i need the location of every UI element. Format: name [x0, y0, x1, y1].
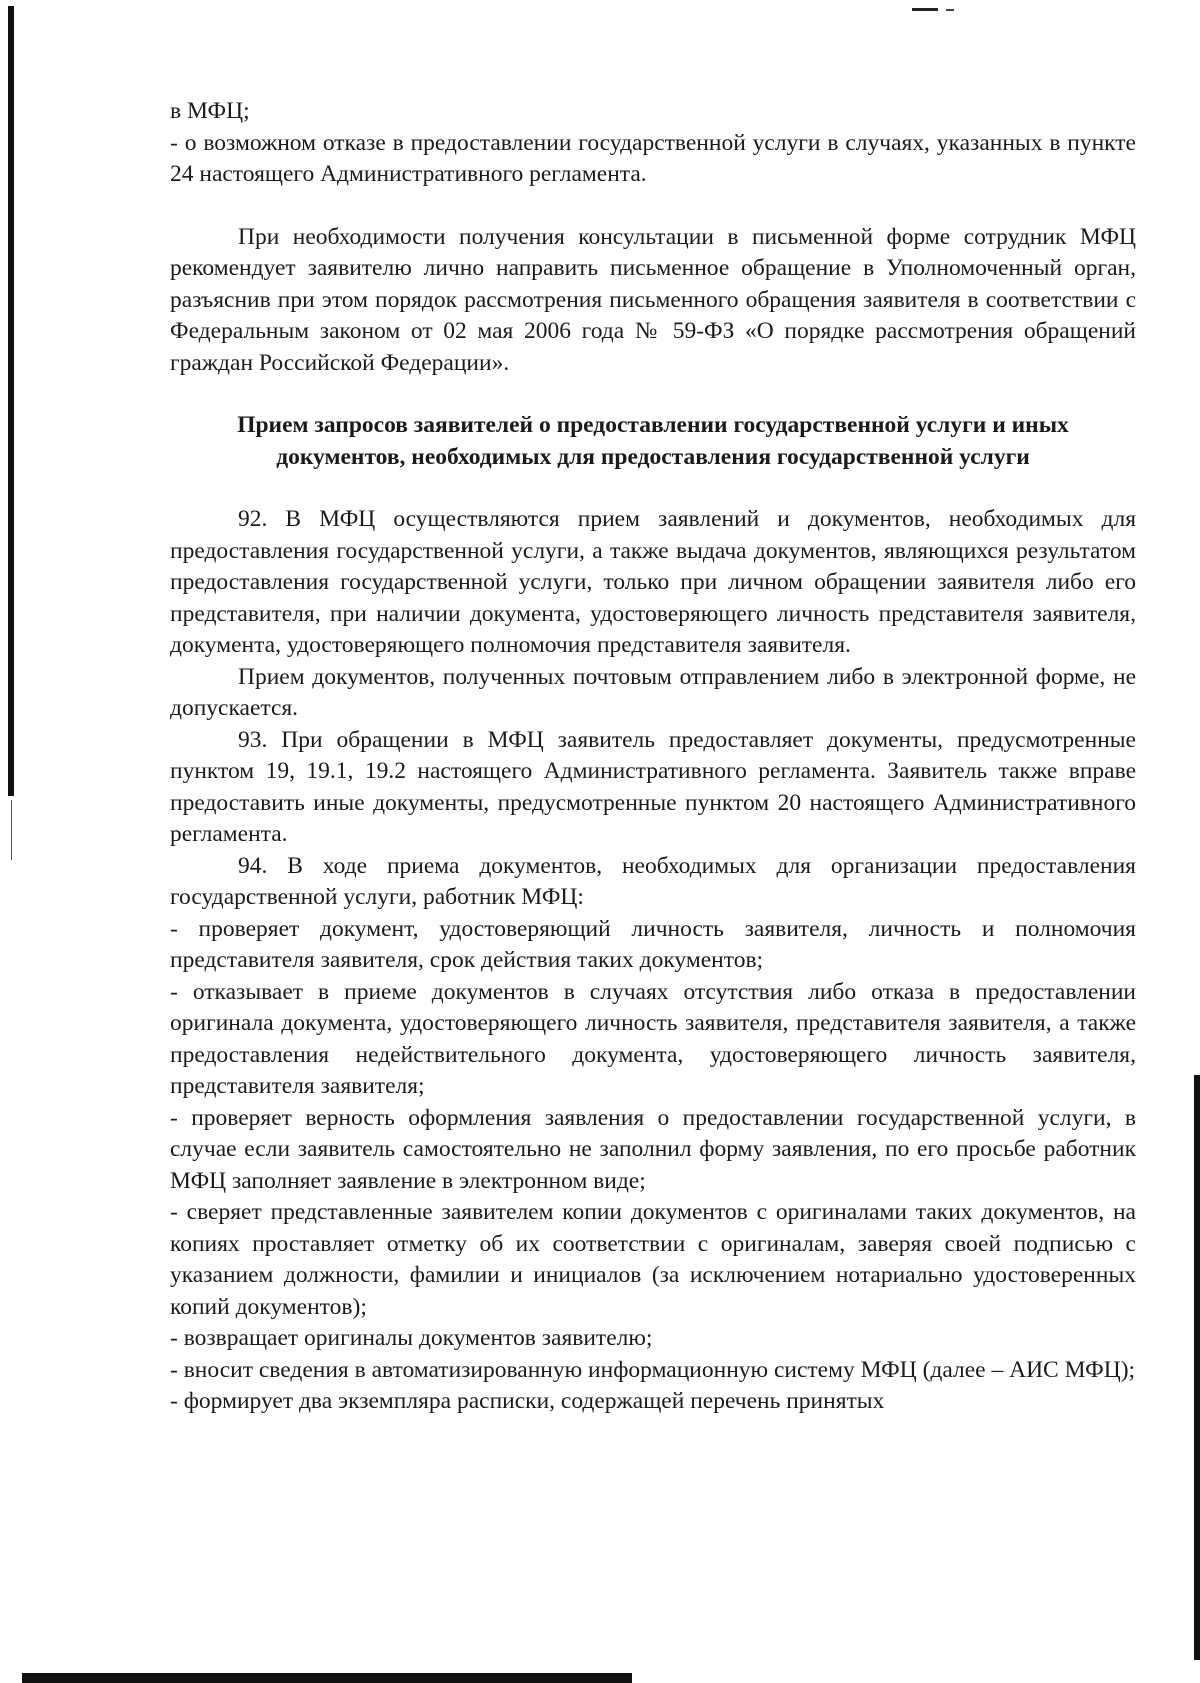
- spacer: [170, 379, 1136, 410]
- paragraph-93: 93. При обращении в МФЦ заявитель предоставляет документы, предусмотренные пунктом 19, 19.1, 19.2 настоящего Административного регламента. Заявитель также вправе предоставить иные документы, предусмотренные пунктом 20 настоящего Административного регламента.: [170, 726, 1136, 847]
- list-item: - вносит сведения в автоматизированную информационную систему МФЦ (далее – АИС МФЦ);: [170, 1356, 1136, 1383]
- paragraph-92b: Прием документов, полученных почтовым отправлением либо в электронной форме, не допускается.: [170, 663, 1136, 721]
- scan-edge-right: [1194, 1075, 1200, 1660]
- list-item: - возвращает оригиналы документов заявителю;: [170, 1325, 653, 1351]
- list-item: - формирует два экземпляра расписки, содержащей перечень принятых: [170, 1388, 885, 1414]
- spacer: [170, 473, 1136, 504]
- scan-mark-top: [912, 8, 938, 11]
- list-item: - проверяет верность оформления заявления о предоставлении государственной услуги, в случае если заявитель самостоятельно не заполнил форму заявления, по его просьбе работник МФЦ заполняет заявление в электронном виде;: [170, 1104, 1136, 1194]
- paragraph-94: 94. В ходе приема документов, необходимых для организации предоставления государственной услуги, работник МФЦ:: [170, 852, 1136, 910]
- list-item: - отказывает в приеме документов в случаях отсутствия либо отказа в предоставлении оригинала документа, удостоверяющего личность заявителя, представителя заявителя, а также предоставления недействительного документа, удостоверяющего личность заявителя, представителя заявителя;: [170, 978, 1136, 1099]
- paragraph: - о возможном отказе в предоставлении государственной услуги в случаях, указанных в пункте 24 настоящего Административного регламента.: [170, 129, 1136, 187]
- list-item: - сверяет представленные заявителем копии документов с оригиналами таких документов, на копиях проставляет отметку об их соответствии с оригиналам, заверяя своей подписью с указанием должности, фамилии и инициалов (за исключением нотариально удостоверенных копий документов);: [170, 1199, 1136, 1320]
- list-item: - проверяет документ, удостоверяющий личность заявителя, личность и полномочия представителя заявителя, срок действия таких документов;: [170, 915, 1136, 973]
- scan-edge-bottom: [22, 1673, 632, 1683]
- document-page: [170, 96, 1136, 1418]
- section-heading: Прием запросов заявителей о предоставлении государственной услуги и иных документов, необходимых для предоставления государственной услуги: [237, 412, 1069, 470]
- spacer: [170, 191, 1136, 222]
- scan-edge-left-thin: [11, 800, 12, 860]
- scan-mark-top-small: [946, 9, 954, 11]
- scan-edge-left: [8, 6, 14, 796]
- paragraph-consultation: При необходимости получения консультации в письменной форме сотрудник МФЦ рекомендует заявителю лично направить письменное обращение в Уполномоченный орган, разъяснив при этом порядок рассмотрения письменного обращения заявителя в соответствии с Федеральным законом от 02 мая 2006 года № 59-ФЗ «О порядке рассмотрения обращений граждан Российской Федерации».: [170, 223, 1136, 376]
- paragraph-92: 92. В МФЦ осуществляются прием заявлений и документов, необходимых для предоставления государственной услуги, а также выдача документов, являющихся результатом предоставления государственной услуги, только при личном обращении заявителя либо его представителя, при наличии документа, удостоверяющего личность представителя заявителя, документа, удостоверяющего полномочия представителя заявителя.: [170, 506, 1136, 658]
- paragraph: в МФЦ;: [170, 98, 250, 124]
